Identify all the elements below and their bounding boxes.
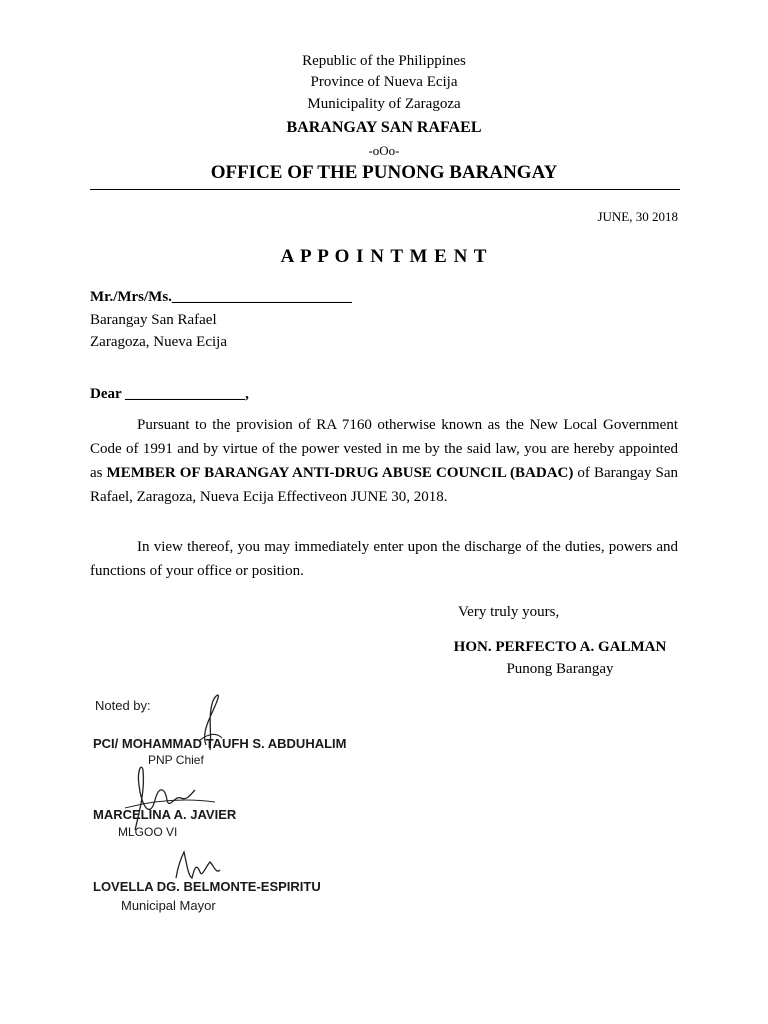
noted-person-2-title: MLGOO VI	[118, 825, 178, 839]
addressee-name-line: Mr./Mrs/Ms.________________________	[90, 289, 352, 305]
header-line-province: Province of Nueva Ecija	[310, 74, 458, 90]
document-title: A P P O I N T M E N T	[280, 246, 488, 267]
letter-date: JUNE, 30 2018	[597, 209, 678, 224]
noted-person-1-name: PCI/ MOHAMMAD TAUFH S. ABDUHALIM	[93, 736, 347, 751]
signatory-name: HON. PERFECTO A. GALMAN	[453, 639, 667, 655]
header-barangay: BARANGAY SAN RAFAEL	[286, 119, 482, 136]
office-title: OFFICE OF THE PUNONG BARANGAY	[210, 162, 558, 183]
closing-phrase: Very truly yours,	[458, 604, 560, 620]
header-line-republic: Republic of the Philippines	[302, 53, 466, 69]
header-line-municipality: Municipality of Zaragoza	[307, 96, 461, 112]
header-divider	[90, 189, 680, 190]
body-paragraph-2: In view thereof, you may immediately enter upon the discharge of the duties, powers and functions of your office or position.	[90, 539, 678, 579]
noted-person-1-title: PNP Chief	[148, 753, 204, 767]
body-paragraph-1	[90, 413, 678, 509]
paragraph1-text-start: Pursuant to the provision of RA 7160 otherwise known as the New Local Government Code of 1991 and by virtue of the power vested in me by the said law, you are hereby appointed as	[90, 417, 678, 481]
addressee-address-line2: Zaragoza, Nueva Ecija	[90, 334, 227, 350]
noted-person-3-name: LOVELLA DG. BELMONTE-ESPIRITU	[93, 879, 321, 894]
appointed-position: MEMBER OF BARANGAY ANTI-DRUG ABUSE COUNCIL (BADAC)	[106, 465, 574, 481]
dear-salutation: Dear ________________,	[90, 386, 249, 402]
noted-by-label: Noted by:	[95, 698, 151, 713]
signatory-title: Punong Barangay	[506, 661, 614, 677]
addressee-address-line1: Barangay San Rafael	[90, 312, 217, 328]
noted-person-2-name: MARCELINA A. JAVIER	[93, 807, 237, 822]
header-ornament: -oOo-	[368, 143, 400, 158]
paragraph1-text-end: of Barangay San Rafael, Zaragoza, Nueva Ecija Effectiveon JUNE 30, 2018.	[90, 465, 678, 505]
noted-person-3-title: Municipal Mayor	[121, 898, 216, 913]
